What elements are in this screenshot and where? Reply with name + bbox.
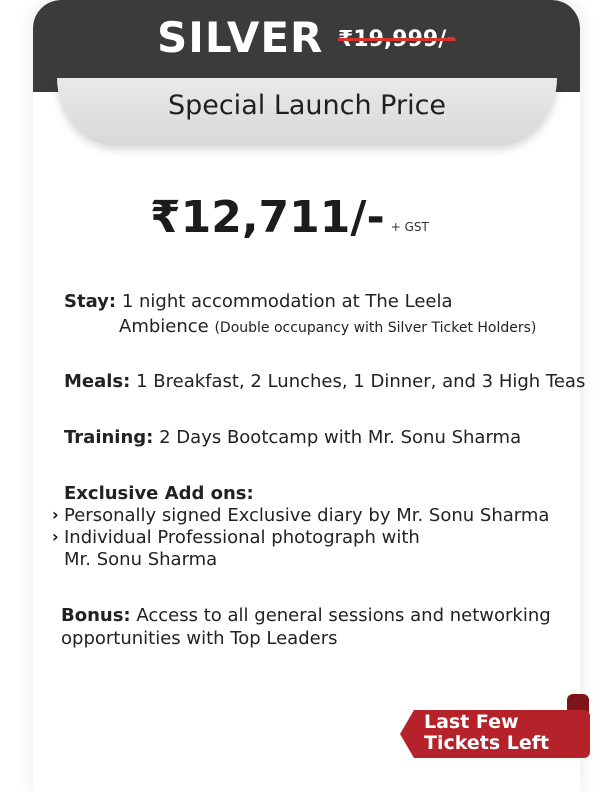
- banner-label: Special Launch Price: [167, 90, 447, 121]
- training-label: Training:: [64, 427, 154, 448]
- launch-price-banner: [57, 78, 557, 146]
- addon-item-2-line-1: Individual Professional photograph with: [64, 527, 420, 548]
- pricing-card: [33, 0, 580, 792]
- bonus-line-1: [61, 604, 551, 628]
- stay-text: 1 night accommodation at The Leela: [121, 291, 453, 312]
- bonus-text: Access to all general sessions and networking: [136, 605, 551, 626]
- tier-title: SILVER: [157, 13, 324, 62]
- addons-label: Exclusive Add ons:: [64, 483, 254, 504]
- tax-note: + GST: [390, 220, 429, 234]
- addon-item-1: Personally signed Exclusive diary by Mr. Sonu Sharma: [64, 505, 550, 526]
- original-price: ₹19,999/-: [338, 27, 456, 52]
- stay-line-1: [64, 290, 453, 314]
- meals-label: Meals:: [64, 371, 131, 392]
- price-row: [150, 186, 429, 246]
- bonus-label: Bonus:: [61, 605, 131, 626]
- chevron-right-icon: ›: [52, 505, 59, 524]
- stay-note: (Double occupancy with Silver Ticket Holders): [214, 320, 537, 336]
- bonus-line-2: opportunities with Top Leaders: [61, 628, 338, 649]
- training-text: 2 Days Bootcamp with Mr. Sonu Sharma: [159, 427, 522, 448]
- stay-label: Stay:: [64, 291, 117, 312]
- ribbon-label: [424, 712, 549, 754]
- chevron-right-icon: ›: [52, 527, 59, 546]
- stay-line-2: [119, 315, 536, 340]
- meals-text: 1 Breakfast, 2 Lunches, 1 Dinner, and 3 High Teas: [136, 371, 586, 392]
- launch-price: ₹12,711/-: [150, 192, 385, 243]
- addon-item-2-line-2: Mr. Sonu Sharma: [64, 549, 218, 570]
- ribbon-fold: [567, 694, 589, 712]
- ribbon-line-2: Tickets Left: [424, 732, 550, 754]
- ribbon-line-1: Last Few: [424, 711, 519, 733]
- meals-line: [64, 370, 585, 394]
- stay-text-2: Ambience: [119, 316, 209, 337]
- training-line: [64, 426, 521, 450]
